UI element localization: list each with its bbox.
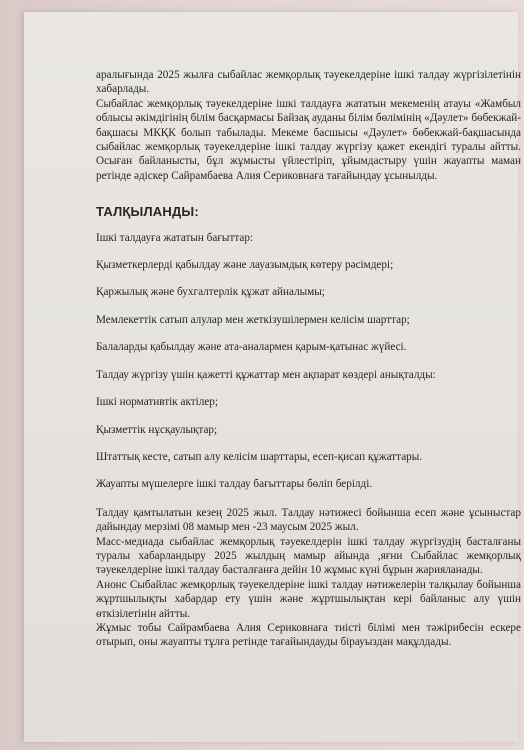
intro-paragraph-2: Сыбайлас жемқорлық тәуекелдеріне ішкі талдауға жататын мекеменің атауы «Жамбыл облысы әкімдігінің білім басқармасы Байзақ ауданы білім бөлімінің «Дәулет» бөбекжай-бақшасы МКҚК болып табылады. Мекеме басшысы «Дәулет» бөбекжай-бақшасында сыбайлас жемқорлық тәуекелдеріне ішкі талдау жүргізу қажет екендігі туралы айтты. Осыған байланысты, бұл жұмысты үйлестіріп, ұйымдастыру үшін жауапты маман ретінде әдіскер Сайрамбаева Алия Сериковнаға тағайындау ұсынылды.	[96, 97, 521, 182]
list-item: Жауапты мүшелерге ішкі талдау бағыттары бөліп берілді.	[96, 478, 373, 491]
list-item: Ішкі талдауға жататын бағыттар:	[96, 231, 254, 244]
section-heading: ТАЛҚЫЛАНДЫ:	[96, 204, 199, 220]
list-item: Талдау жүргізу үшін қажетті құжаттар мен ақпарат көздері анықталды:	[96, 368, 436, 381]
closing-paragraph-4: Жұмыс тобы Сайрамбаева Алия Сериковнаға тиісті білімі мен тәжірибесін ескере отырып, оны жауапты тұлға ретінде тағайындауды бірауыздан мақұлдады.	[96, 621, 521, 649]
list-item: Ішкі нормативтік актілер;	[96, 396, 218, 409]
closing-paragraph-2: Масс-медиада сыбайлас жемқорлық тәуекелдерін ішкі талдау жүргізудің басталғаны туралы хабарландыру 2025 жылдың мамыр айында ,яғни Сыбайлас жемқорлық тәуекелдеріне ішкі талдау басталғанға дейін 10 жұмыс күні бұрын жарияланады.	[96, 535, 521, 577]
closing-paragraph-3: Анонс Сыбайлас жемқорлық тәуекелдеріне ішкі талдау нәтижелерін талқылау бойынша жұртшылықты хабардар ету үшін және жұртшылықтан кері байланыс алу үшін өткізілетінін айтты.	[96, 578, 521, 620]
document-sheet	[24, 12, 521, 742]
intro-paragraph-1: аралығында 2025 жылға сыбайлас жемқорлық тәуекелдеріне ішкі талдау жүргізілетінін хабарлады.	[96, 69, 521, 96]
list-item: Қызметтік нұсқаулықтар;	[96, 423, 218, 436]
list-item: Қызметкерлерді қабылдау және лауазымдық көтеру рәсімдері;	[96, 259, 394, 272]
list-item: Штаттық кесте, сатып алу келісім шарттары, есеп-қисап құжаттары.	[96, 450, 423, 463]
list-item: Мемлекеттік сатып алулар мен жеткізушілермен келісім шарттар;	[96, 313, 410, 326]
list-item: Қаржылық және бухгалтерлік құжат айналымы;	[96, 286, 325, 299]
list-item: Балаларды қабылдау және ата-аналармен қарым-қатынас жүйесі.	[96, 341, 407, 354]
closing-paragraph-1: Талдау қамтылатын кезең 2025 жыл. Талдау нәтижесі бойынша есеп және ұсыныстар дайындау мерзімі 08 мамыр мен -23 маусым 2025 жыл.	[96, 506, 521, 534]
document-page	[96, 68, 521, 650]
closing-block	[96, 506, 521, 650]
